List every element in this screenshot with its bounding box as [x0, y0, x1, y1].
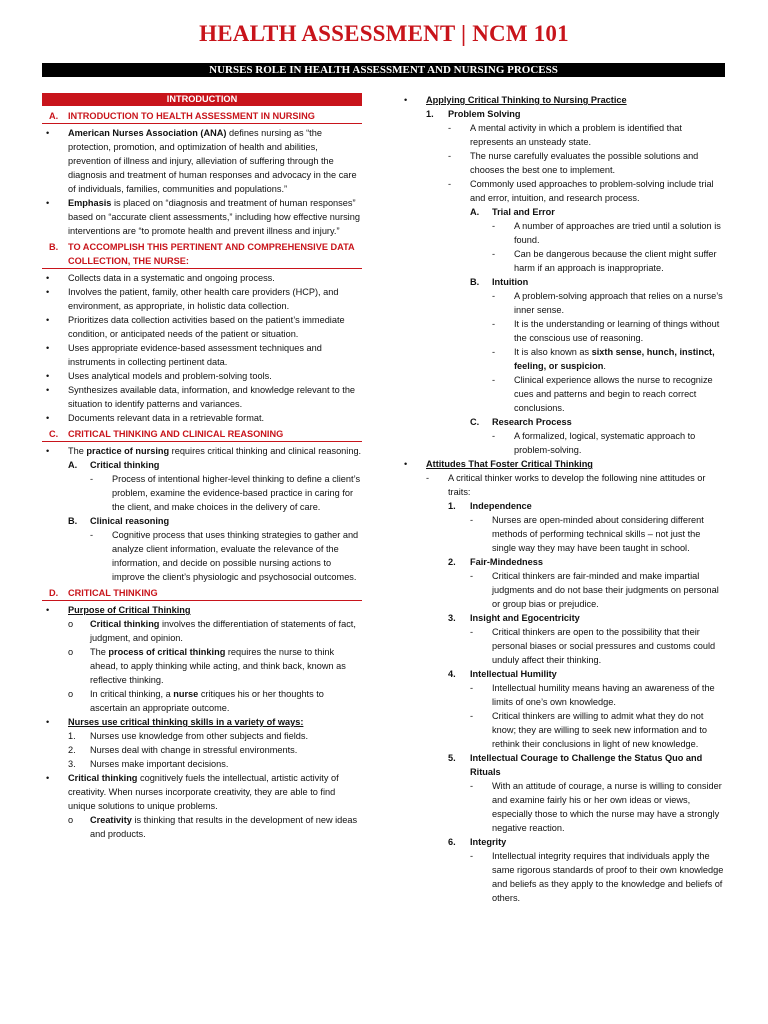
list-item: - With an attitude of courage, a nurse is willing to consider and examine fairly his or her own ideas or views, especially those to which the nurse may have a strongly negative reaction. — [470, 781, 722, 833]
list-item: - A number of approaches are tried until a solution is found. — [492, 221, 721, 245]
list-item: • Synthesizes available data, information, and knowledge relevant to the situation to identify patterns and variances. — [46, 385, 356, 409]
list-item: - Clinical experience allows the nurse to recognize cues and patterns and begin to reach correct conclusions. — [492, 375, 713, 413]
list-item: • American Nurses Association (ANA) defines nursing as “the protection, promotion, and optimization of health and abilities, prevention of illness and injury, alleviation of suffering through the diagnosis and treatment of human responses and advocacy in the care of individuals, families, communities and populations.” — [46, 128, 357, 194]
list-item: 2. Fair-Mindedness — [448, 557, 544, 567]
list-item: - Critical thinkers are willing to admit what they do not know; they are willing to seek new information and to rethink their conclusions in light of new knowledge. — [470, 711, 708, 749]
list-item: • Critical thinking cognitively fuels the intellectual, artistic activity of creativity. When nurses incorporate creativity, they are able to find unique solutions to unique problems. — [46, 773, 339, 811]
document-subtitle-bar: NURSES ROLE IN HEALTH ASSESSMENT AND NURSING PROCESS — [42, 63, 725, 77]
list-item: • Nurses use critical thinking skills in a variety of ways: — [46, 717, 304, 727]
list-item: 3. Nurses make important decisions. — [68, 759, 229, 769]
list-item: - Process of intentional higher-level thinking to define a client’s problem, examine the evidence-based practice in caring for the client, and make choices in the delivery of care. — [90, 474, 361, 512]
list-item: • Attitudes That Foster Critical Thinking — [404, 459, 593, 469]
list-item: 3. Insight and Egocentricity — [448, 613, 580, 623]
section-a-heading: A. INTRODUCTION TO HEALTH ASSESSMENT IN NURSING — [42, 109, 362, 124]
list-item: 6. Integrity — [448, 837, 507, 847]
list-item: • The practice of nursing requires critical thinking and clinical reasoning. — [46, 446, 362, 456]
list-item: A. Critical thinking — [68, 460, 160, 470]
list-item: • Emphasis is placed on “diagnosis and treatment of human responses” based on “accurate client assessments,” including how effective nursing interventions are “to promote health and prevent illness and injury.” — [46, 198, 360, 236]
document-title: HEALTH ASSESSMENT | NCM 101 — [199, 21, 569, 46]
list-item: C. Research Process — [470, 417, 572, 427]
list-item: - It is also known as sixth sense, hunch, instinct, feeling, or suspicion. — [492, 347, 715, 371]
list-item: - Cognitive process that uses thinking strategies to gather and analyze client information, evaluate the relevance of the information, and decide on possible nursing actions to improve the client’s physiologic and psychosocial outcomes. — [90, 530, 359, 582]
list-item: • Involves the patient, family, other health care providers (HCP), and environment, as appropriate, in holistic data collection. — [46, 287, 339, 311]
list-item: • Applying Critical Thinking to Nursing Practice — [404, 95, 627, 105]
list-item: - Nurses are open-minded about considering different methods of performing technical skills – not just the single way they may have been taught in school. — [470, 515, 704, 553]
list-item: o In critical thinking, a nurse critiques his or her thoughts to ascertain an appropriate outcome. — [68, 689, 324, 713]
list-item: 1. Independence — [448, 501, 532, 511]
list-item: B. Intuition — [470, 277, 529, 287]
list-item: - Critical thinkers are open to the possibility that their personal biases or social pressures and customs could unduly affect their thinking. — [470, 627, 716, 665]
list-item: - Intellectual humility means having an awareness of the limits of one’s own knowledge. — [470, 683, 715, 707]
list-item: o The process of critical thinking requires the nurse to think ahead, to apply thinking while acting, and think back, known as reflective thinking. — [68, 647, 346, 685]
list-item: - A formalized, logical, systematic approach to problem-solving. — [492, 431, 696, 455]
list-item: - A mental activity in which a problem is identified that represents an unsteady state. — [448, 123, 682, 147]
list-item: - A problem-solving approach that relies on a nurse’s inner sense. — [492, 291, 723, 315]
introduction-banner: INTRODUCTION — [42, 93, 362, 106]
section-b-heading: B. TO ACCOMPLISH THIS PERTINENT AND COMPREHENSIVE DATA COLLECTION, THE NURSE: — [42, 240, 362, 269]
list-item: 1. Problem Solving — [426, 109, 521, 119]
section-b-list — [42, 271, 362, 425]
list-item: 4. Intellectual Humility — [448, 669, 557, 679]
section-d-heading: D. CRITICAL THINKING — [42, 586, 362, 601]
list-item: - The nurse carefully evaluates the possible solutions and chooses the best one to implement. — [448, 151, 699, 175]
list-item: o Creativity is thinking that results in the development of new ideas and products. — [68, 815, 358, 839]
list-item: 5. Intellectual Courage to Challenge the Status Quo and Rituals — [448, 753, 703, 777]
list-item: A. Trial and Error — [470, 207, 555, 217]
list-item: - Critical thinkers are fair-minded and make impartial judgments and do not base their judgments on personal or group bias or prejudice. — [470, 571, 719, 609]
list-item: • Prioritizes data collection activities based on the patient’s immediate condition, or anticipated needs of the patient or situation. — [46, 315, 345, 339]
right-column — [400, 93, 726, 905]
list-item: - A critical thinker works to develop the following nine attitudes or traits: — [426, 473, 706, 497]
list-item: • Collects data in a systematic and ongoing process. — [46, 273, 275, 283]
list-item: - Can be dangerous because the client might suffer harm if an approach is inappropriate. — [492, 249, 717, 273]
list-item: B. Clinical reasoning — [68, 516, 170, 526]
list-item: o Critical thinking involves the differentiation of statements of fact, judgment, and opinion. — [68, 619, 356, 643]
list-item: • Uses analytical models and problem-solving tools. — [46, 371, 272, 381]
left-column — [42, 93, 362, 841]
list-item: - Commonly used approaches to problem-solving include trial and error, intuition, and research process. — [448, 179, 714, 203]
list-item: • Documents relevant data in a retrievable format. — [46, 413, 265, 423]
list-item: • Purpose of Critical Thinking — [46, 605, 191, 615]
list-item: - It is the understanding or learning of things without the conscious use of reasoning. — [492, 319, 720, 343]
list-item: • Uses appropriate evidence-based assessment techniques and instruments in collecting pertinent data. — [46, 343, 322, 367]
list-item: - Intellectual integrity requires that individuals apply the same rigorous standards of proof to their own knowledge and beliefs as they apply to the knowledge and beliefs of others. — [470, 851, 724, 903]
list-item: 2. Nurses deal with change in stressful environments. — [68, 745, 298, 755]
section-c-heading: C. CRITICAL THINKING AND CLINICAL REASONING — [42, 427, 362, 442]
list-item: 1. Nurses use knowledge from other subjects and fields. — [68, 731, 309, 741]
